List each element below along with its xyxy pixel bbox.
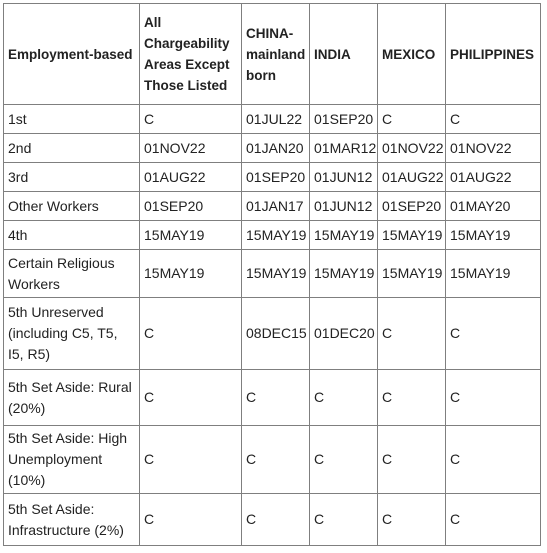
cell-india: C — [310, 370, 378, 426]
table-row — [4, 370, 541, 426]
cell-mexico: C — [378, 298, 446, 370]
cell-china: C — [242, 494, 310, 546]
table-row — [4, 192, 541, 221]
cell-philippines: C — [446, 494, 541, 546]
row-category: 2nd — [4, 134, 140, 163]
row-category: Other Workers — [4, 192, 140, 221]
table-row — [4, 298, 541, 370]
cell-india: 15MAY19 — [310, 250, 378, 298]
cell-china: 01JUL22 — [242, 105, 310, 134]
cell-india: 01DEC20 — [310, 298, 378, 370]
table-row — [4, 494, 541, 546]
cell-china: 08DEC15 — [242, 298, 310, 370]
row-category: 1st — [4, 105, 140, 134]
cell-india: 01JUN12 — [310, 192, 378, 221]
cell-china: 15MAY19 — [242, 250, 310, 298]
cell-india: C — [310, 494, 378, 546]
cell-india: 15MAY19 — [310, 221, 378, 250]
cell-mexico: C — [378, 426, 446, 494]
cell-india: 01JUN12 — [310, 163, 378, 192]
cell-mexico: C — [378, 105, 446, 134]
cell-philippines: C — [446, 298, 541, 370]
cell-philippines: 01MAY20 — [446, 192, 541, 221]
cell-india: C — [310, 426, 378, 494]
table-header-row — [4, 4, 541, 105]
row-category: 5th Set Aside: High Unemployment (10%) — [4, 426, 140, 494]
cell-all-chargeability: 01NOV22 — [140, 134, 242, 163]
cell-all-chargeability: 01AUG22 — [140, 163, 242, 192]
cell-china: 15MAY19 — [242, 221, 310, 250]
row-category: 5th Set Aside: Infrastructure (2%) — [4, 494, 140, 546]
header-mexico: MEXICO — [378, 4, 446, 105]
cell-all-chargeability: C — [140, 105, 242, 134]
cell-philippines: 15MAY19 — [446, 250, 541, 298]
cell-mexico: 15MAY19 — [378, 250, 446, 298]
row-category: Certain Religious Workers — [4, 250, 140, 298]
cell-china: 01JAN20 — [242, 134, 310, 163]
cell-mexico: 01AUG22 — [378, 163, 446, 192]
cell-philippines: 01AUG22 — [446, 163, 541, 192]
table-row — [4, 426, 541, 494]
cell-all-chargeability: 15MAY19 — [140, 221, 242, 250]
header-philippines: PHILIPPINES — [446, 4, 541, 105]
cell-mexico: C — [378, 370, 446, 426]
cell-all-chargeability: 15MAY19 — [140, 250, 242, 298]
table-row — [4, 134, 541, 163]
row-category: 5th Unreserved (including C5, T5, I5, R5) — [4, 298, 140, 370]
cell-china: C — [242, 426, 310, 494]
cell-mexico: C — [378, 494, 446, 546]
row-category: 5th Set Aside: Rural (20%) — [4, 370, 140, 426]
cell-philippines: C — [446, 370, 541, 426]
table-row — [4, 163, 541, 192]
cell-all-chargeability: C — [140, 298, 242, 370]
header-india: INDIA — [310, 4, 378, 105]
row-category: 3rd — [4, 163, 140, 192]
header-employment-based: Employment-based — [4, 4, 140, 105]
cell-china: 01SEP20 — [242, 163, 310, 192]
cell-india: 01MAR12 — [310, 134, 378, 163]
table-row — [4, 250, 541, 298]
cell-all-chargeability: C — [140, 426, 242, 494]
row-category: 4th — [4, 221, 140, 250]
cell-philippines: C — [446, 426, 541, 494]
cell-philippines: C — [446, 105, 541, 134]
cell-all-chargeability: C — [140, 370, 242, 426]
cell-all-chargeability: 01SEP20 — [140, 192, 242, 221]
cell-mexico: 01NOV22 — [378, 134, 446, 163]
cell-india: 01SEP20 — [310, 105, 378, 134]
cell-all-chargeability: C — [140, 494, 242, 546]
table-row — [4, 105, 541, 134]
cell-china: C — [242, 370, 310, 426]
visa-bulletin-table — [3, 3, 541, 546]
cell-philippines: 15MAY19 — [446, 221, 541, 250]
cell-mexico: 01SEP20 — [378, 192, 446, 221]
cell-china: 01JAN17 — [242, 192, 310, 221]
cell-mexico: 15MAY19 — [378, 221, 446, 250]
cell-philippines: 01NOV22 — [446, 134, 541, 163]
header-all-chargeability: All Chargeability Areas Except Those Listed — [140, 4, 242, 105]
header-china: CHINA-mainland born — [242, 4, 310, 105]
table-row — [4, 221, 541, 250]
